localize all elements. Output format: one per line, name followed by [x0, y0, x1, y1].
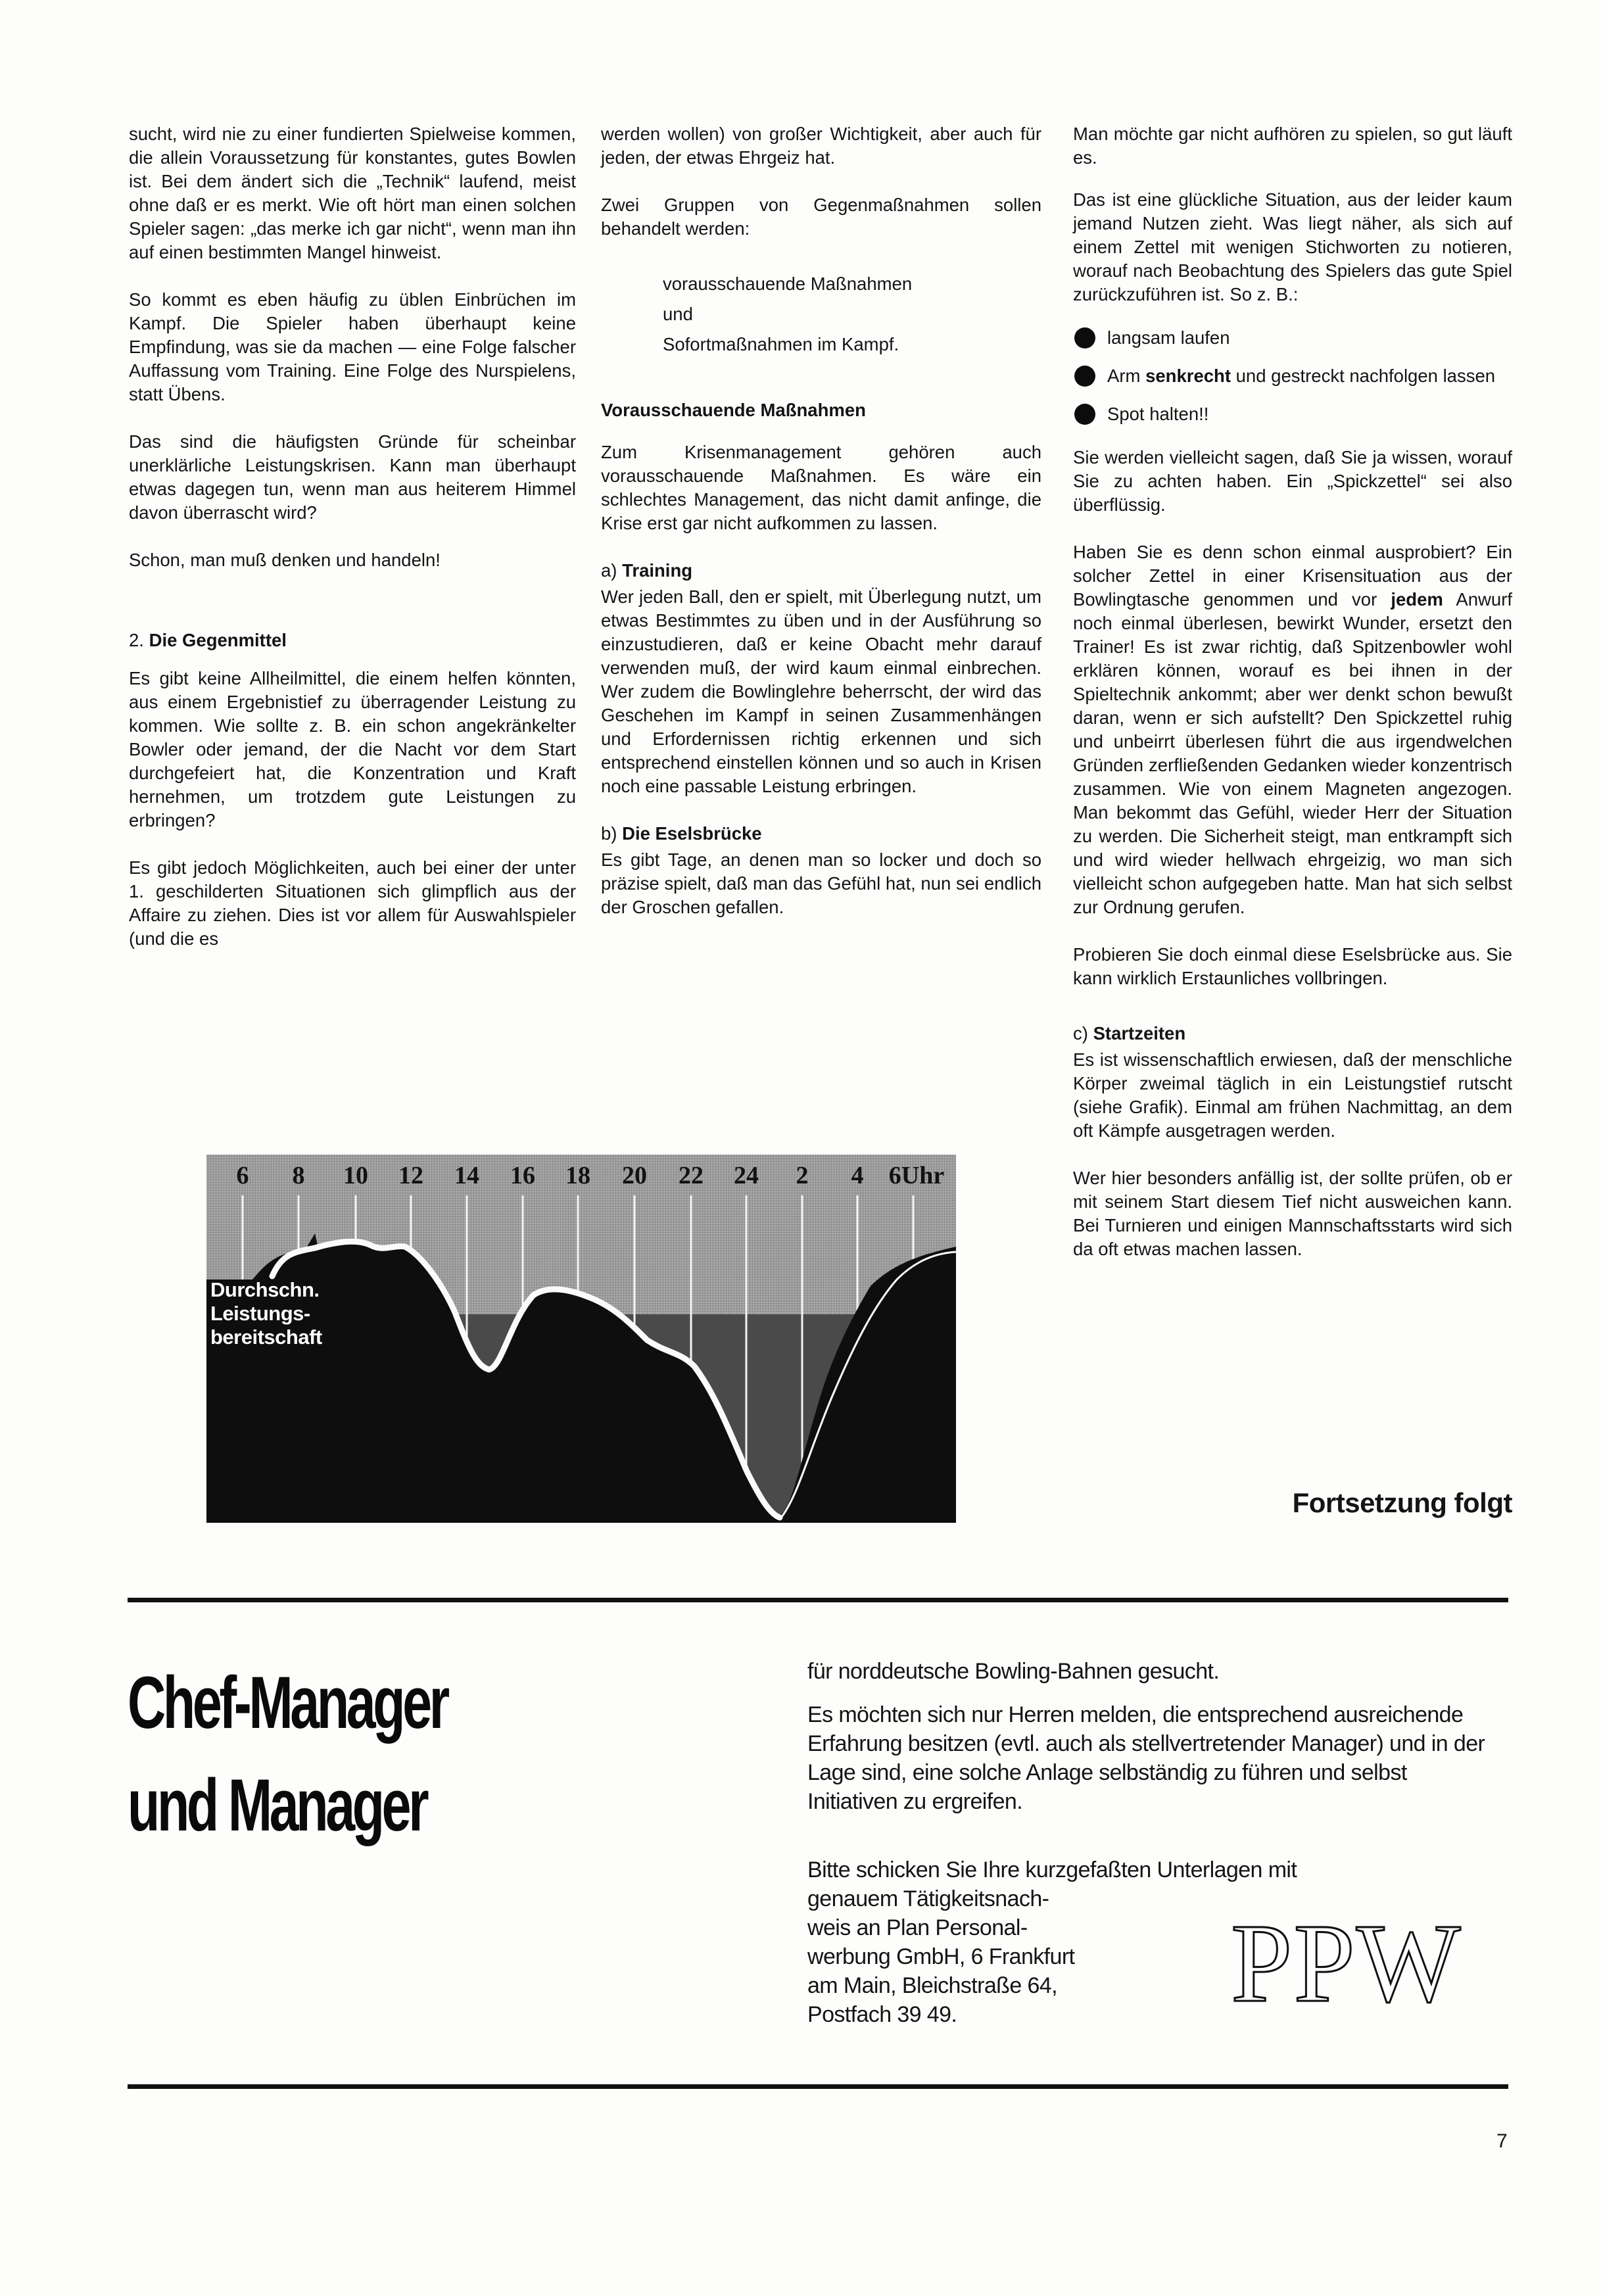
subheading-title: Startzeiten — [1093, 1023, 1186, 1043]
article-column-2 — [601, 122, 1041, 943]
subheading-startzeiten — [1073, 1022, 1512, 1045]
list-item: langsam laufen — [1073, 326, 1512, 350]
list-item: vorausschauende Maßnahmen — [663, 274, 913, 294]
section-number: 2. — [129, 630, 144, 650]
subheading-label: c) — [1073, 1023, 1088, 1043]
list-item: Spot halten!! — [1073, 402, 1512, 426]
section-heading-gegenmittel — [129, 629, 576, 652]
tick-label: 2 — [796, 1162, 809, 1189]
paragraph: Schon, man muß denken und handeln! — [129, 550, 441, 570]
paragraph: Es ist wissenschaftlich erwiesen, daß der menschliche Körper zweimal täglich in ein Leistungstief rutscht (siehe Grafik). Einmal am frühen Nachmittag, an dem oft Kämpfe ausgetragen werden. — [1073, 1049, 1512, 1141]
tick-label: 6Uhr — [888, 1162, 945, 1189]
subheading-training — [601, 559, 1041, 583]
ad-contact: Bitte schicken Sie Ihre kurzgefaßten Unterlagen mit genauem Tätigkeitsnach- weis an Plan Personal- werbung GmbH, 6 Frankfurt am Main, Bleichstraße 64, Postfach 39 49. — [807, 1857, 1297, 2027]
paragraph: Das ist eine glückliche Situation, aus der leider kaum jemand Nutzen zieht. Was liegt näher, als sich auf einem Zettel mit wenigen Stichworten zu notieren, worauf nach Beobachtung des Spielers das gute Spiel zurückzuführen ist. So z. B.: — [1073, 189, 1512, 304]
article-column-1 — [129, 122, 576, 974]
paragraph: sucht, wird nie zu einer fundierten Spielweise kommen, die allein Voraussetzung für konstantes, gutes Bowlen ist. Bei dem ändert sich die „Technik“ laufend, meist ohne daß er es merkt. Wie oft hört man einen solchen Spieler sagen: „das merke ich gar nicht“, wenn man ihn auf einen bestimmten Mangel hinweist. — [129, 124, 576, 262]
ppw-logo: PPW — [1231, 1901, 1462, 2026]
ad-top-rule — [128, 1598, 1508, 1602]
paragraph: So kommt es eben häufig zu üblen Einbrüchen im Kampf. Die Spieler haben überhaupt keine Empfindung, was sie da machen — eine Folge falscher Auffassung vom Training. Eine Folge des Nurspielens, statt Übens. — [129, 289, 576, 404]
page-number: 7 — [1496, 2130, 1508, 2152]
tick-label: 8 — [292, 1162, 305, 1189]
tick-label: 20 — [622, 1162, 647, 1189]
bullet-icon — [1074, 366, 1095, 387]
continued-note: Fortsetzung folgt — [1292, 1487, 1512, 1518]
bullet-icon — [1074, 404, 1095, 425]
paragraph: Das sind die häufigsten Gründe für scheinbar unerklärliche Leistungskrisen. Kann man überhaupt etwas dagegen tun, wenn man aus heiterem Himmel davon überrascht wird? — [129, 431, 576, 523]
paragraph: Probieren Sie doch einmal diese Eselsbrücke aus. Sie kann wirklich Erstaunliches vollbringen. — [1073, 944, 1512, 988]
tick-label: 16 — [510, 1162, 535, 1189]
performance-chart — [206, 1155, 956, 1523]
paragraph: Man möchte gar nicht aufhören zu spielen, so gut läuft es. — [1073, 124, 1512, 168]
paragraph: Wer jeden Ball, den er spielt, mit Überlegung nutzt, um etwas Bestimmtes zu üben und in der Ausführung so einzustudieren, daß er keine Obacht mehr darauf verwenden muß, der wird kaum einmal einbrechen. Wer zudem die Bowlinglehre beherrscht, der wird das Geschehen im Kampf in seinen Zusammenhängen und Erfordernissen richtig erkennen und sich entsprechend einstellen können und so auch in Krisen noch eine passable Leistung erbringen. — [601, 586, 1041, 796]
tick-label: 14 — [454, 1162, 479, 1189]
subheading-eselsbruecke — [601, 822, 1041, 846]
section-heading-vorausschauend: Vorausschauende Maßnahmen — [601, 400, 866, 420]
ad-body — [807, 1657, 1491, 1825]
ad-bottom-rule — [128, 2084, 1508, 2089]
paragraph: Es gibt keine Allheilmittel, die einem helfen könnten, aus einem Ergebnistief zu überragender Leistung zu kommen. Wie sollte z. B. ein schon angekränkelter Bowler oder jemand, der die Nacht vor dem Start durchgefeiert hat, die Konzentration und Kraft hernehmen, um trotzdem gute Leistungen zu erbringen? — [129, 668, 576, 830]
subheading-label: b) — [601, 823, 617, 844]
tick-label: 18 — [565, 1162, 590, 1189]
paragraph: Es gibt jedoch Möglichkeiten, auch bei einer der unter 1. geschilderten Situationen sich glimpflich aus der Affaire zu ziehen. Dies ist vor allem für Auswahlspieler (und die es — [129, 857, 576, 949]
subheading-label: a) — [601, 560, 617, 581]
ad-requirements: Es möchten sich nur Herren melden, die entsprechend ausreichende Erfahrung besitzen (evtl. auch als stellvertretender Manager) und in der Lage sind, eine solche Anlage selbständig zu führen und selbst Initiativen zu ergreifen. — [807, 1702, 1485, 1814]
article-column-3 — [1073, 122, 1512, 1285]
ad-intro: für norddeutsche Bowling-Bahnen gesucht. — [807, 1659, 1220, 1684]
list-item: Arm senkrecht und gestreckt nachfolgen lassen — [1073, 364, 1512, 388]
tick-label: 24 — [734, 1162, 759, 1189]
tick-label: 22 — [679, 1162, 704, 1189]
tick-label: 4 — [851, 1162, 864, 1189]
countermeasure-list — [663, 272, 1041, 356]
paragraph: Zum Krisenmanagement gehören auch vorausschauende Maßnahmen. Es wäre ein schlechtes Management, das nicht damit anfinge, die Krise erst gar nicht aufkommen zu lassen. — [601, 442, 1041, 533]
list-item: Sofortmaßnahmen im Kampf. — [663, 334, 899, 354]
paragraph: Zwei Gruppen von Gegenmaßnahmen sollen behandelt werden: — [601, 195, 1041, 239]
tips-list — [1073, 326, 1512, 426]
paragraph: Sie werden vielleicht sagen, daß Sie ja wissen, worauf Sie zu achten haben. Ein „Spickzettel“ sei also überflüssig. — [1073, 447, 1512, 515]
subheading-title: Die Eselsbrücke — [622, 823, 762, 844]
subheading-title: Training — [622, 560, 693, 581]
paragraph: Wer hier besonders anfällig ist, der sollte prüfen, ob er mit seinem Start diesem Tief nicht ausweichen kann. Bei Turnieren und einigen Mannschaftsstarts wird sich da oft etwas machen lassen. — [1073, 1168, 1512, 1259]
paragraph: Haben Sie es denn schon einmal ausprobiert? Ein solcher Zettel in einer Krisensituation aus der Bowlingtasche genommen und vor jedem Anwurf noch einmal überlesen, bewirkt Wunder, ersetzt den Trainer! Es ist zwar richtig, daß Spitzenbowler wohl erklären können, worauf es bei ihnen in der Spieltechnik ankommt; aber wer denkt schon bewußt daran, wenn er sich aufstellt? Den Spickzettel ruhig und unbeirrt überlesen führt die aus irgendwelchen Gründen zerfließenden Gedanken wieder konzentrisch zusammen. Wie von einem Magneten angezogen. Man bekommt das Gefühl, wieder Herr der Situation zu werden. Die Sicherheit steigt, man entkrampft sich und wird wieder hellwach ehrgeizig, wo man sich vielleicht schon aufgegeben hatte. Man hat sich selbst zur Ordnung gerufen. — [1073, 542, 1512, 917]
ad-headline: Chef-Manager und Manager — [128, 1662, 447, 1846]
list-item: und — [663, 304, 693, 324]
paragraph: Es gibt Tage, an denen man so locker und doch so präzise spielt, daß man das Gefühl hat, nun sei endlich der Groschen gefallen. — [601, 849, 1041, 917]
tick-label: 10 — [343, 1162, 368, 1189]
paragraph: werden wollen) von großer Wichtigkeit, aber auch für jeden, der etwas Ehrgeiz hat. — [601, 124, 1041, 168]
chart-y-label: Durchschn. Leistungs- bereitschaft — [210, 1278, 322, 1349]
section-title: Die Gegenmittel — [149, 630, 287, 650]
bullet-icon — [1074, 327, 1095, 348]
tick-label: 12 — [398, 1162, 423, 1189]
tick-label: 6 — [236, 1162, 249, 1189]
